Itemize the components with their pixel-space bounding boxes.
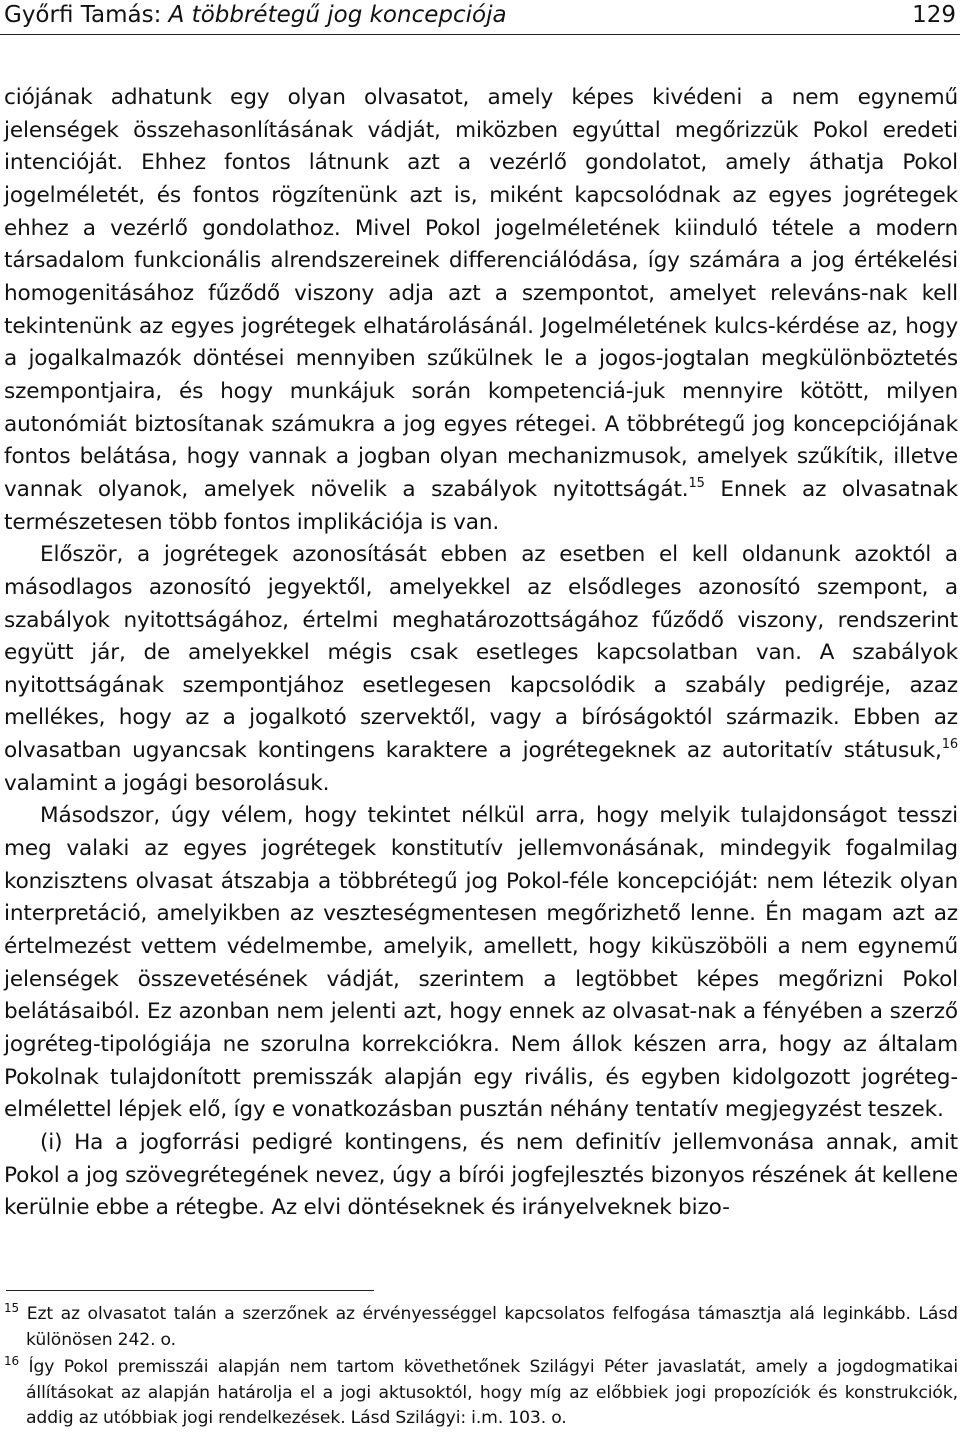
- header-book-title: A többrétegű jog koncepciója: [168, 2, 507, 28]
- footnote-number: 16: [4, 1354, 20, 1368]
- footnote-text: Ezt az olvasatot talán a szerzőnek az érvényességgel kapcsolatos felfogása támasztja alá leginkább. Lásd különösen 242. o.: [26, 1304, 958, 1350]
- running-header-title: [4, 2, 507, 28]
- paragraph: (i) Ha a jogforrási pedigré kontingens, és nem definitív jellemvonása annak, amit Pokol a jog szövegrétegének nevez, úgy a bírói jogfejlesztés bizonyos részének át kellene kerülnie ebbe a rétegbe. Az elvi döntéseknek és irányelveknek bizo-: [4, 1130, 958, 1221]
- paragraph: [4, 539, 958, 800]
- main-text: [4, 82, 958, 1225]
- header-divider: [0, 34, 960, 35]
- paragraph-text: Először, a jogrétegek azonosítását ebben az esetben el kell oldanunk azoktól a másodlagos azonosító jegyektől, amelyekkel az elsődleges azonosító szempont, a szabályok nyitottságához, értelmi meghatározottságához fűződő viszony, rendszerint együtt jár, de amelyekkel mégis csak esetleges kapcsolatban van. A szabályok nyitottságának szempontjához esetlegesen kapcsolódik a szabály pedigréje, azaz mellékes, hogy az a jogalkotó szervektől, vagy a bíróságoktól származik. Ebben az olvasatban ugyancsak kontingens karaktere a jogrétegeknek az autoritatív státusuk,: [4, 542, 958, 764]
- footnote-ref[interactable]: 16: [941, 737, 958, 753]
- paragraph-text: ciójának adhatunk egy olyan olvasatot, amely képes kivédeni a nem egynemű jelenségek összehasonlításának vádját, miközben egyúttal megőrizzük Pokol eredeti intencióját. Ehhez fontos látnunk azt a vezérlő gondolatot, amely áthatja Pokol jogelméletét, és fontos rögzítenünk azt is, miként kapcsolódnak az egyes jogrétegek ehhez a vezérlő gondolathoz. Mivel Pokol jogelméletének kiinduló tétele a modern társadalom funkcionális alrendszereinek differenciálódása, így számára a jog értékelési homogenitásához fűződő viszony adja azt a szempontot, amelyet releváns-nak kell tekintenünk az egyes jogrétegek elhatárolásánál. Jogelméletének kulcs-kérdése az, hogy a jogalkalmazók döntései mennyiben szűkülnek le a jogos-jogtalan megkülönböztetés szempontjaira, és hogy munkájuk során kompetenciá-juk mennyire kötött, milyen autonómiát biztosítanak számukra a jog egyes rétegei. A többrétegű jog koncepciójának fontos belátása, hogy vannak a jogban olyan mechanizmusok, amelyek szűkítik, illetve vannak olyanok, amelyek növelik a szabályok nyitottságát.: [4, 85, 958, 502]
- paragraph: [4, 82, 958, 539]
- paragraph-text: valamint a jogági besorolásuk.: [4, 770, 330, 796]
- paragraph-text: Ennek az olvasatnak természetesen több fontos implikációja is van.: [4, 476, 958, 535]
- footnote: [4, 1355, 958, 1432]
- header-author: Győrfi Tamás:: [4, 2, 169, 28]
- footnotes: [4, 1302, 958, 1434]
- footnote-text: Így Pokol premisszái alapján nem tartom követhetőnek Szilágyi Péter javaslatát, amely a jogdogmatikai állításokat az alapján határolja el a jogi aktusoktól, hogy míg az előbbiek jogi propozíciók és konstrukciók, addig az utóbbiak jogi rendelkezések. Lásd Szilágyi: i.m. 103. o.: [26, 1357, 958, 1428]
- footnote: [4, 1302, 958, 1353]
- footnote-number: 15: [4, 1301, 20, 1315]
- page-number: 129: [912, 2, 956, 28]
- running-header: [0, 0, 960, 36]
- paragraph: Másodszor, úgy vélem, hogy tekintet nélkül arra, hogy melyik tulajdonságot tesszi meg valaki az egyes jogrétegek konstitutív jellemvonásának, mindegyik fogalmilag konzisztens olvasat átszabja a többrétegű jog Pokol-féle koncepcióját: nem létezik olyan interpretáció, amelyikben az veszteségmentesen megőrizhető lenne. Én magam azt az értelmezést vettem védelmembe, amelyik, amellett, hogy kiküszöböli a nem egynemű jelenségek összevetésének vádját, szerintem a legtöbbet képes megőrizni Pokol belátásaiból. Ez azonban nem jelenti azt, hogy ennek az olvasat-nak a fényében a szerző jogréteg-tipológiája ne szorulna korrekciókra. Nem állok készen arra, hogy az általam Pokolnak tulajdonított premisszák alapján egy rivális, és egyben kidolgozott jogréteg-elmélettel lépjek elő, így e vonatkozásban pusztán néhány tentatív megjegyzést teszek.: [4, 803, 958, 1123]
- footnote-ref[interactable]: 15: [688, 475, 705, 491]
- footnote-divider: [6, 1290, 374, 1291]
